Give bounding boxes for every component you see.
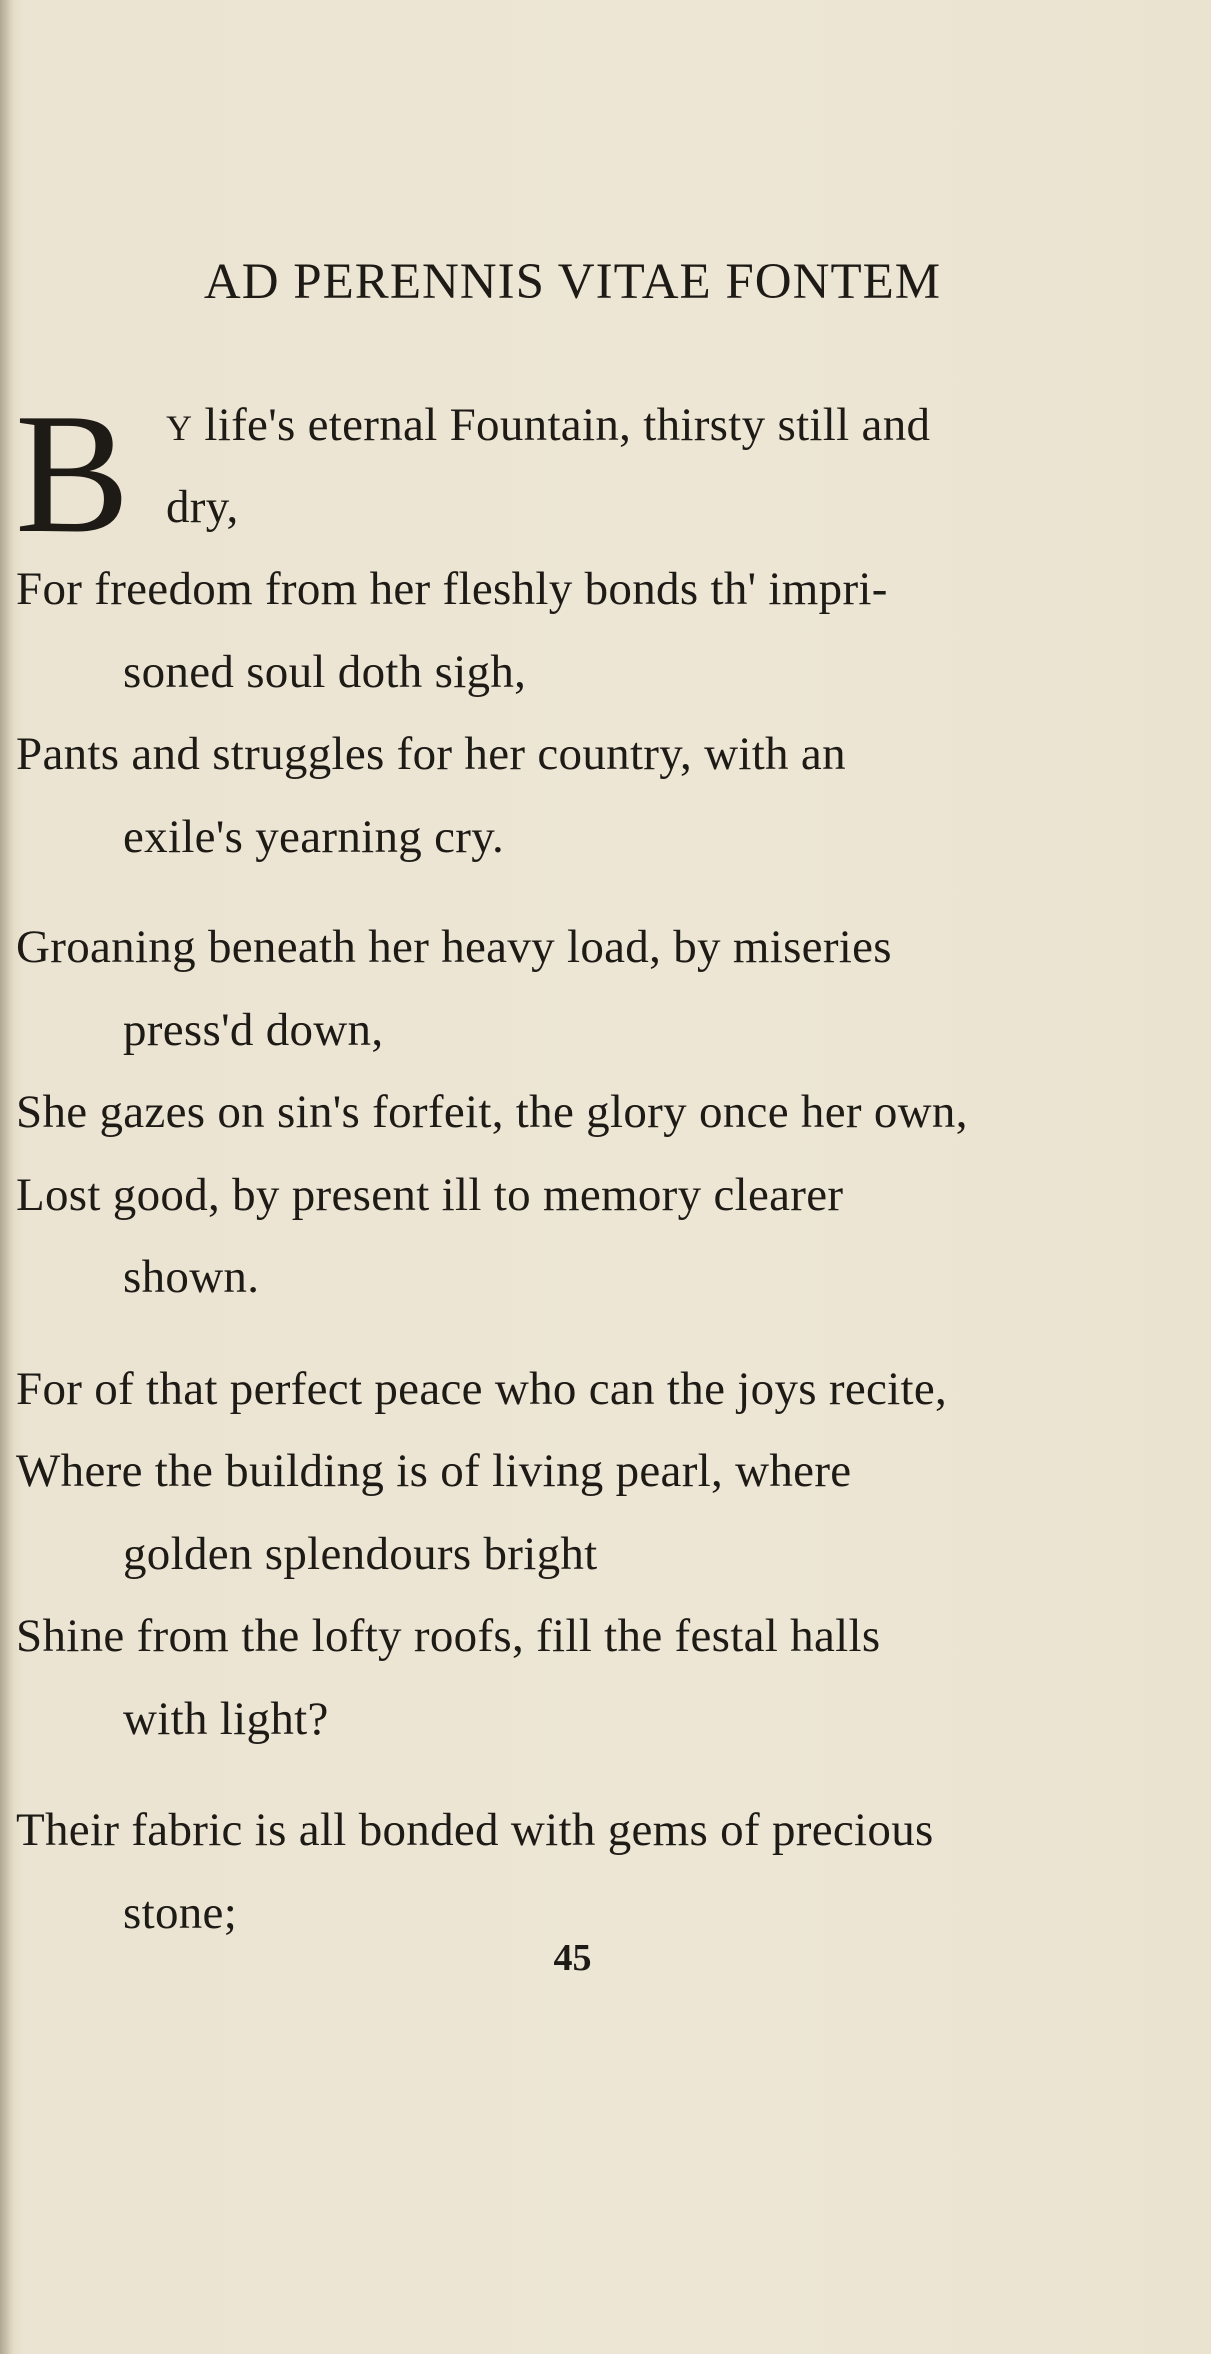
drop-cap: B — [15, 379, 130, 569]
poem-line: Lost good, by present ill to memory clearer — [16, 1169, 844, 1221]
poem-line: Their fabric is all bonded with gems of precious — [16, 1804, 934, 1856]
poem-line: soned soul doth sigh, — [123, 646, 527, 698]
poem-line: shown. — [123, 1251, 260, 1303]
poem-line: She gazes on sin's forfeit, the glory once her own, — [16, 1086, 968, 1138]
page-binding-shadow — [0, 0, 14, 2354]
poem-line: exile's yearning cry. — [123, 811, 505, 863]
poem-line: dry, — [166, 481, 239, 533]
poem-line: with light? — [123, 1693, 329, 1745]
poem-line: press'd down, — [123, 1004, 384, 1056]
poem-line-1-small-caps: Y — [166, 408, 193, 448]
poem-line-1-text: life's eternal Fountain, thirsty still and — [192, 399, 931, 451]
poem-line: golden splendours bright — [123, 1528, 598, 1580]
poem-line: Groaning beneath her heavy load, by miseries — [16, 921, 892, 973]
poem-line-1 — [166, 398, 930, 452]
poem-line: For freedom from her fleshly bonds th' impri- — [16, 563, 888, 615]
poem-title: AD PERENNIS VITAE FONTEM — [203, 254, 942, 310]
poem-line: Where the building is of living pearl, where — [16, 1445, 852, 1497]
poem-line: For of that perfect peace who can the joys recite, — [16, 1363, 948, 1415]
poem-line: stone; — [123, 1887, 238, 1939]
poem-line: Pants and struggles for her country, with an — [16, 728, 846, 780]
poem-line: Shine from the lofty roofs, fill the festal halls — [16, 1610, 881, 1662]
page-number: 45 — [553, 1937, 592, 1979]
